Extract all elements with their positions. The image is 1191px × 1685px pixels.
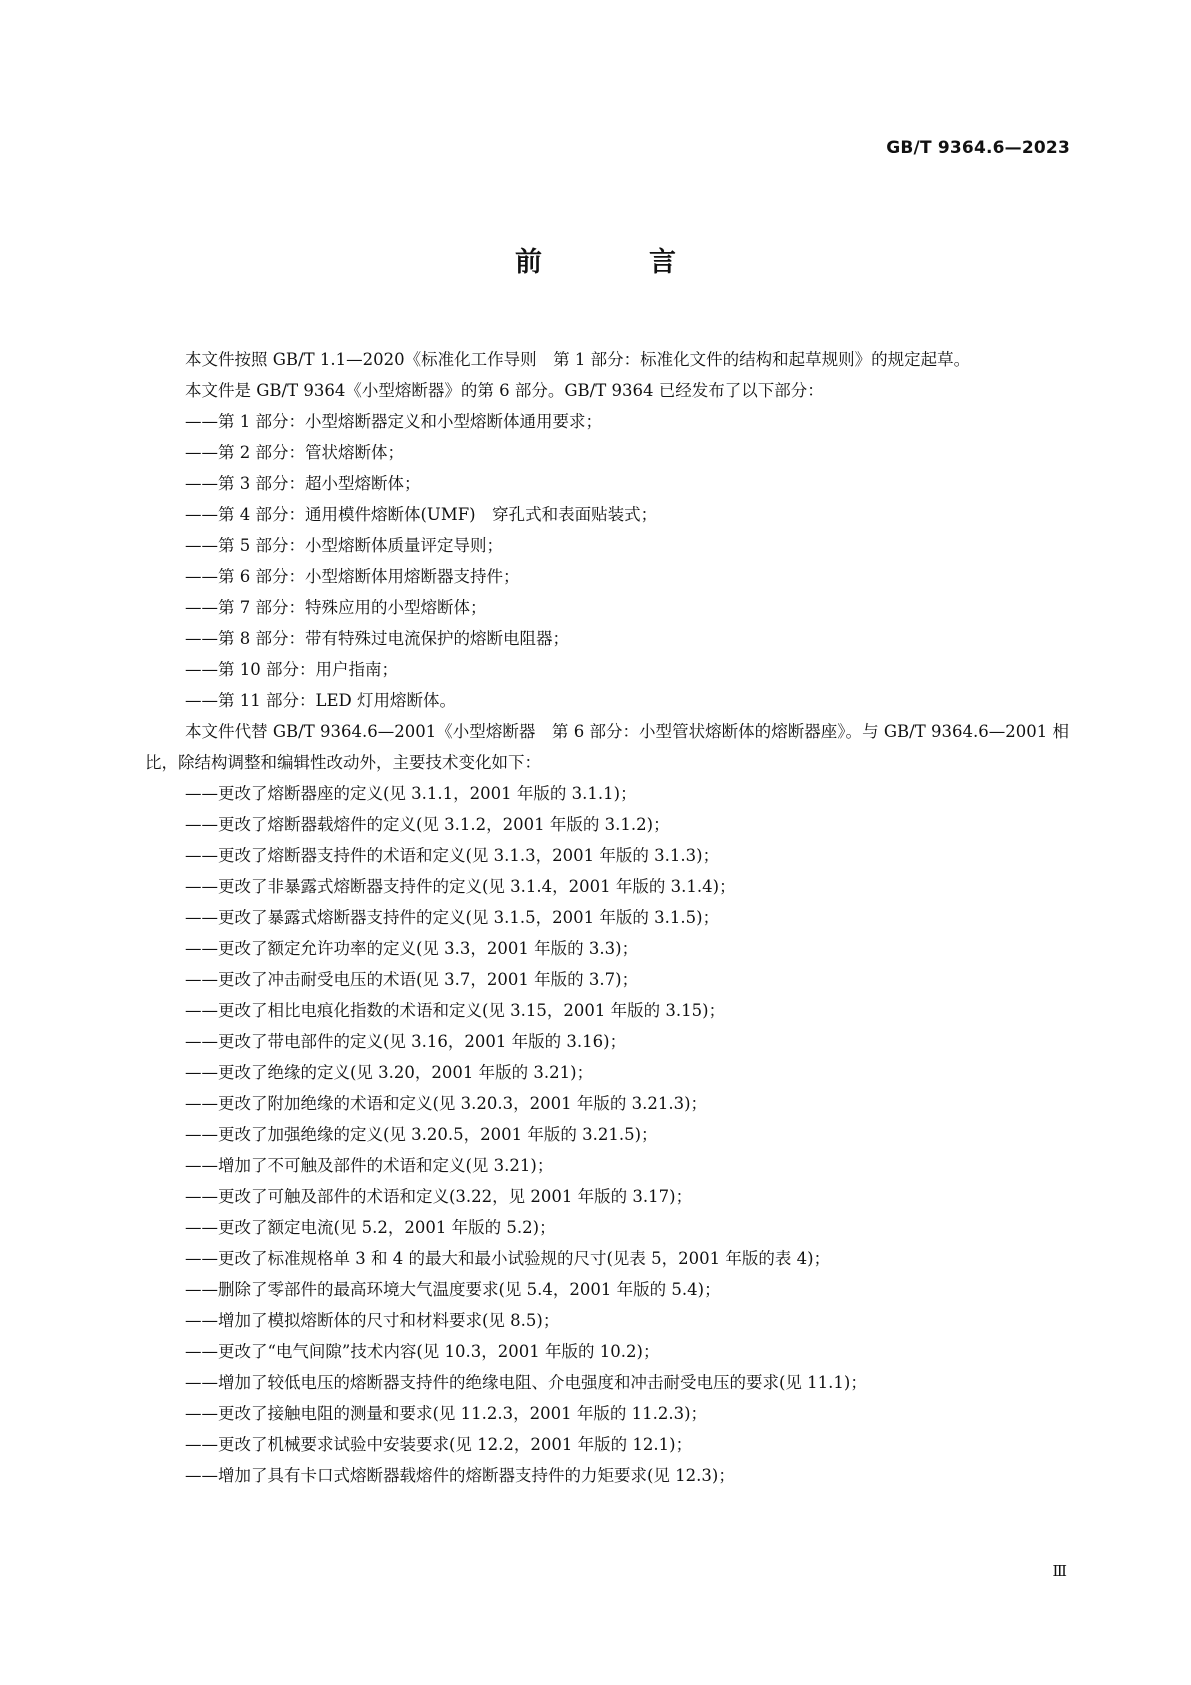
list-item: ——更改了熔断器座的定义(见 3.1.1，2001 年版的 3.1.1)； [185, 784, 637, 803]
list-item: ——第 3 部分：超小型熔断体； [185, 474, 421, 493]
list-item: ——增加了不可触及部件的术语和定义(见 3.21)； [185, 1156, 554, 1175]
list-item: ——第 1 部分：小型熔断器定义和小型熔断体通用要求； [185, 412, 602, 431]
list-item: ——更改了额定电流(见 5.2，2001 年版的 5.2)； [185, 1218, 556, 1237]
list-item: ——第 11 部分：LED 灯用熔断体。 [185, 691, 456, 710]
list-item: ——更改了相比电痕化指数的术语和定义(见 3.15，2001 年版的 3.15)； [185, 1001, 726, 1020]
list-item: ——更改了暴露式熔断器支持件的定义(见 3.1.5，2001 年版的 3.1.5)； [185, 908, 720, 927]
parts-list [145, 406, 1069, 716]
list-item: ——更改了额定允许功率的定义(见 3.3，2001 年版的 3.3)； [185, 939, 639, 958]
page-title: 前 言 [515, 247, 716, 278]
list-item: ——增加了较低电压的熔断器支持件的绝缘电阻、介电强度和冲击耐受电压的要求(见 11.1)； [185, 1373, 867, 1392]
list-item: ——第 2 部分：管状熔断体； [185, 443, 404, 462]
list-item: ——第 5 部分：小型熔断体质量评定导则； [185, 536, 503, 555]
list-item: ——更改了带电部件的定义(见 3.16，2001 年版的 3.16)； [185, 1032, 627, 1051]
list-item: ——更改了“电气间隙”技术内容(见 10.3，2001 年版的 10.2)； [185, 1342, 660, 1361]
list-item: ——更改了绝缘的定义(见 3.20，2001 年版的 3.21)； [185, 1063, 594, 1082]
list-item: ——更改了可触及部件的术语和定义(3.22，见 2001 年版的 3.17)； [185, 1187, 693, 1206]
list-item: ——更改了机械要求试验中安装要求(见 12.2，2001 年版的 12.1)； [185, 1435, 693, 1454]
list-item: ——第 8 部分：带有特殊过电流保护的熔断电阻器； [185, 629, 569, 648]
list-item: ——更改了熔断器支持件的术语和定义(见 3.1.3，2001 年版的 3.1.3)； [185, 846, 720, 865]
standard-code: GB/T 9364.6—2023 [886, 138, 1070, 158]
list-item: ——第 4 部分：通用模件熔断体(UMF) 穿孔式和表面贴装式； [185, 505, 658, 524]
document-body [145, 344, 1069, 1491]
list-item: ——增加了具有卡口式熔断器载熔件的熔断器支持件的力矩要求(见 12.3)； [185, 1466, 735, 1485]
list-item: ——更改了附加绝缘的术语和定义(见 3.20.3，2001 年版的 3.21.3)； [185, 1094, 708, 1113]
paragraph-drafting-basis: 本文件按照 GB/T 1.1—2020《标准化工作导则 第 1 部分：标准化文件的结构和起草规则》的规定起草。 [185, 350, 971, 369]
list-item: ——第 10 部分：用户指南； [185, 660, 398, 679]
list-item: ——更改了冲击耐受电压的术语(见 3.7，2001 年版的 3.7)； [185, 970, 639, 989]
paragraph-series-parts: 本文件是 GB/T 9364《小型熔断器》的第 6 部分。GB/T 9364 已经发布了以下部分： [185, 381, 824, 400]
list-item: ——第 6 部分：小型熔断体用熔断器支持件； [185, 567, 520, 586]
page-number: Ⅲ [1052, 1562, 1067, 1580]
list-item: ——第 7 部分：特殊应用的小型熔断体； [185, 598, 487, 617]
list-item: ——更改了接触电阻的测量和要求(见 11.2.3，2001 年版的 11.2.3)； [185, 1404, 708, 1423]
list-item: ——更改了熔断器载熔件的定义(见 3.1.2，2001 年版的 3.1.2)； [185, 815, 670, 834]
list-item: ——更改了标准规格单 3 和 4 的最大和最小试验规的尺寸(见表 5，2001 年版的表 4)； [185, 1249, 831, 1268]
changes-list [145, 778, 1069, 1491]
list-item: ——删除了零部件的最高环境大气温度要求(见 5.4，2001 年版的 5.4)； [185, 1280, 721, 1299]
list-item: ——更改了加强绝缘的定义(见 3.20.5，2001 年版的 3.21.5)； [185, 1125, 658, 1144]
list-item: ——增加了模拟熔断体的尺寸和材料要求(见 8.5)； [185, 1311, 560, 1330]
list-item: ——更改了非暴露式熔断器支持件的定义(见 3.1.4，2001 年版的 3.1.4)； [185, 877, 736, 896]
paragraph-replacement: 本文件代替 GB/T 9364.6—2001《小型熔断器 第 6 部分：小型管状熔断体的熔断器座》。与 GB/T 9364.6—2001 相比，除结构调整和编辑性改动外，主要技术变化如下： [145, 722, 1069, 772]
